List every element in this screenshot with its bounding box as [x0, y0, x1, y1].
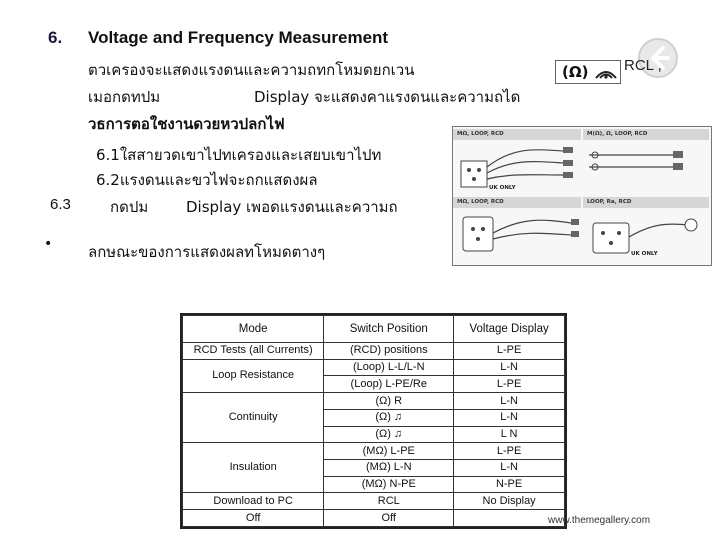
- voltage-cell: L-N: [454, 393, 565, 410]
- text-line-6b: Display เพอดแรงดนและความถ: [186, 198, 398, 216]
- header-voltage-display: Voltage Display: [454, 316, 565, 343]
- header-switch-position: Switch Position: [324, 316, 454, 343]
- table-row: [183, 443, 565, 460]
- text-line-4: 6.1ใสสายวดเขาไปทเครองและเสยบเขาไปท: [96, 146, 382, 164]
- voltage-cell: L-PE: [454, 376, 565, 393]
- diagram-header-4: LOOP, Ra, RCD: [583, 197, 709, 208]
- mode-cell: Download to PC: [183, 493, 324, 510]
- text-line-1: ตวเครองจะแสดงแรงดนและความถทกโหมดยกเวน: [88, 61, 415, 79]
- switch-cell: (MΩ) L-PE: [324, 443, 454, 460]
- mode-cell: Off: [183, 510, 324, 527]
- diagram-header-3: MΩ, LOOP, RCD: [453, 197, 581, 208]
- switch-cell: RCL: [324, 493, 454, 510]
- table-row: [183, 393, 565, 410]
- switch-cell: (RCD) positions: [324, 343, 454, 360]
- section-number: 6.: [48, 28, 63, 47]
- switch-cell: (Ω) R: [324, 393, 454, 410]
- mode-cell: RCD Tests (all Currents): [183, 343, 324, 360]
- uk-only-label-2: UK ONLY: [631, 251, 658, 257]
- text-line-2a: เมอกดทปม: [88, 88, 161, 106]
- section-6-3-number: 6.3: [50, 196, 71, 213]
- switch-cell: (Loop) L-PE/Re: [324, 376, 454, 393]
- mode-cell: Continuity: [183, 393, 324, 443]
- voltage-cell: L-PE: [454, 343, 565, 360]
- table-row: [183, 343, 565, 360]
- diagram-header-2: M(Ω), Ω, LOOP, RCD: [583, 129, 709, 140]
- uk-only-label-1: UK ONLY: [489, 185, 516, 191]
- switch-cell: (MΩ) N-PE: [324, 476, 454, 493]
- diagram-header-1: MΩ, LOOP, RCD: [453, 129, 581, 140]
- table-row: [183, 359, 565, 376]
- switch-cell: (MΩ) L-N: [324, 460, 454, 477]
- wave-icon: [594, 64, 618, 80]
- table-row: [183, 510, 565, 527]
- mode-cell: Loop Resistance: [183, 359, 324, 392]
- voltage-cell: L-N: [454, 359, 565, 376]
- mode-cell: Insulation: [183, 443, 324, 493]
- section-title: Voltage and Frequency Measurement: [88, 28, 389, 47]
- voltage-cell: L-N: [454, 460, 565, 477]
- ohm-symbol: (Ω): [562, 63, 589, 81]
- header-mode: Mode: [183, 316, 324, 343]
- text-line-5: 6.2แรงดนและขวไฟจะถกแสดงผล: [96, 171, 318, 189]
- text-line-3: วธการตอใชงานดวยหวปลกไฟ: [88, 115, 285, 133]
- cable-illustration-icon: [453, 127, 711, 265]
- text-line-2b: Display จะแสดงคาแรงดนและความถได: [254, 88, 521, 106]
- mode-table: [180, 313, 567, 529]
- voltage-cell: L-N: [454, 409, 565, 426]
- switch-cell: Off: [324, 510, 454, 527]
- voltage-cell: No Display: [454, 493, 565, 510]
- text-line-7: ลกษณะของการแสดงผลทโหมดตางๆ: [88, 243, 326, 261]
- footer-url[interactable]: www.themegallery.com: [548, 515, 651, 526]
- voltage-cell: L N: [454, 426, 565, 443]
- voltage-cell: L-PE: [454, 443, 565, 460]
- symbol-box: [555, 60, 621, 84]
- connection-diagram: [452, 126, 712, 266]
- voltage-cell: N-PE: [454, 476, 565, 493]
- switch-cell: (Loop) L-L/L-N: [324, 359, 454, 376]
- table-row: [183, 493, 565, 510]
- table-header-row: [183, 316, 565, 343]
- text-line-6a: กดปม: [110, 198, 149, 216]
- switch-cell: (Ω) ♫: [324, 426, 454, 443]
- switch-cell: (Ω) ♫: [324, 409, 454, 426]
- rcl-text: RCL ,: [624, 57, 662, 74]
- bullet: •: [44, 236, 53, 252]
